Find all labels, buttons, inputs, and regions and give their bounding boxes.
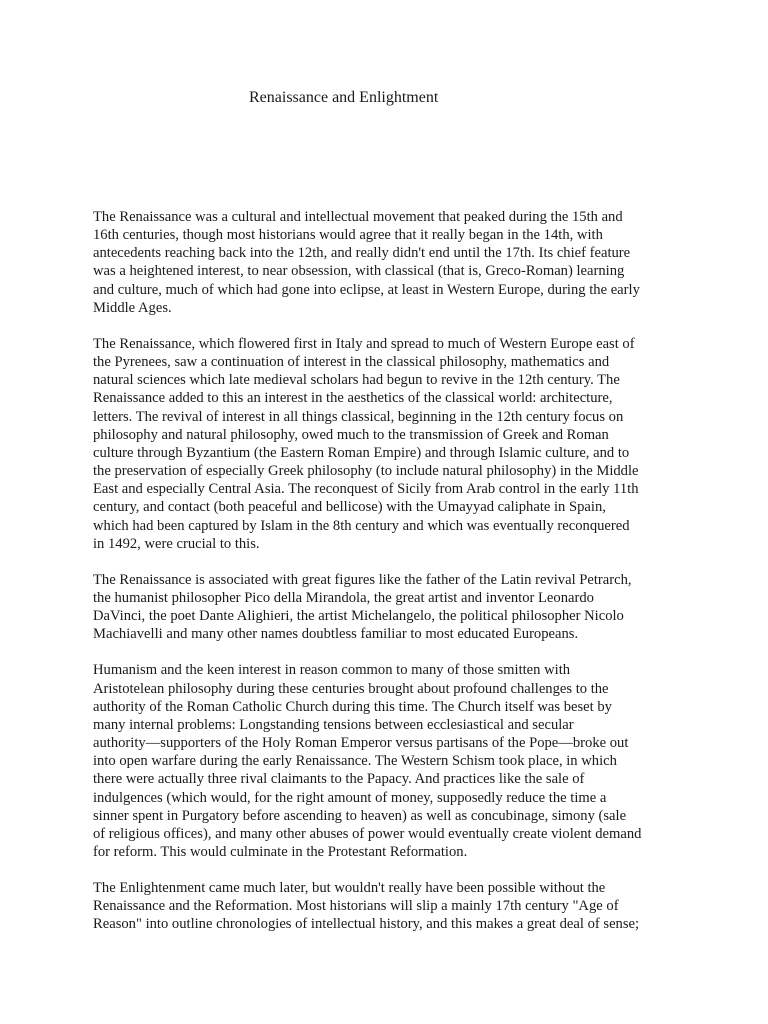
text-line: Reason" into outline chronologies of intellectual history, and this makes a great deal of sense; [93, 916, 640, 933]
text-line: in 1492, were crucial to this. [93, 535, 260, 552]
text-line: DaVinci, the poet Dante Alighieri, the artist Michelangelo, the political philosopher Nicolo [93, 608, 624, 625]
text-line: which had been captured by Islam in the 8th century and which was eventually reconquered [93, 517, 630, 534]
text-line: authority—supporters of the Holy Roman Emperor versus partisans of the Pope—broke out [93, 735, 629, 752]
text-line: of religious offices), and many other abuses of power would eventually create violent demand [93, 825, 642, 842]
text-line: the humanist philosopher Pico della Mirandola, the great artist and inventor Leonardo [93, 589, 594, 606]
paragraph [93, 661, 693, 861]
text-line: 16th centuries, though most historians would agree that it really began in the 14th, with [93, 227, 603, 244]
text-line: The Renaissance was a cultural and intellectual movement that peaked during the 15th and [93, 209, 623, 225]
text-line: Renaissance and the Reformation. Most historians will slip a mainly 17th century "Age of [93, 898, 619, 915]
text-line: century, and contact (both peaceful and bellicose) with the Umayyad caliphate in Spain, [93, 499, 606, 516]
text-line: philosophy and natural philosophy, owed much to the transmission of Greek and Roman [93, 426, 609, 443]
text-line: East and especially Central Asia. The reconquest of Sicily from Arab control in the early 11th [93, 481, 639, 498]
text-line: antecedents reaching back into the 12th, and really didn't end until the 17th. Its chief feature [93, 245, 631, 262]
text-line: Machiavelli and many other names doubtless familiar to most educated Europeans. [93, 626, 579, 643]
paragraph [93, 879, 693, 933]
text-line: Aristotelean philosophy during these centuries brought about profound challenges to the [93, 680, 609, 697]
text-line: was a heightened interest, to near obsession, with classical (that is, Greco-Roman) learning [93, 263, 625, 280]
text-line: and culture, much of which had gone into eclipse, at least in Western Europe, during the early [93, 281, 640, 298]
paragraph [93, 335, 693, 553]
text-line: sinner spent in Purgatory before ascending to heaven) as well as concubinage, simony (sale [93, 807, 627, 824]
text-line: The Enlightenment came much later, but wouldn't really have been possible without the [93, 880, 606, 897]
text-line: natural sciences which late medieval scholars had begun to revive in the 12th century. The [93, 372, 620, 389]
text-line: the Pyrenees, saw a continuation of interest in the classical philosophy, mathematics and [93, 354, 610, 371]
text-line: The Renaissance, which flowered first in Italy and spread to much of Western Europe east of [93, 335, 635, 352]
text-line: indulgences (which would, for the right amount of money, supposedly reduce the time a [93, 789, 607, 806]
text-line: there were actually three rival claimants to the Papacy. And practices like the sale of [93, 771, 585, 788]
text-line: Humanism and the keen interest in reason common to many of those smitten with [93, 662, 571, 679]
document-title: Renaissance and Enlightment [249, 89, 439, 106]
text-line: authority of the Roman Catholic Church during this time. The Church itself was beset by [93, 698, 612, 715]
text-line: Middle Ages. [93, 299, 172, 316]
text-line: the preservation of especially Greek philosophy (to include natural philosophy) in the Middle [93, 463, 639, 480]
text-line: The Renaissance is associated with great figures like the father of the Latin revival Petrarch, [93, 571, 632, 588]
text-line: into open warfare during the early Renaissance. The Western Schism took place, in which [93, 753, 617, 770]
text-line: many internal problems: Longstanding tensions between ecclesiastical and secular [93, 716, 574, 733]
text-line: culture through Byzantium (the Eastern Roman Empire) and through Islamic culture, and to [93, 444, 630, 461]
text-line: Renaissance added to this an interest in the aesthetics of the classical world: architecture, [93, 390, 613, 407]
text-line: letters. The revival of interest in all things classical, beginning in the 12th century focus on [93, 408, 624, 425]
document-body [93, 208, 693, 952]
paragraph [93, 208, 693, 317]
text-line: for reform. This would culminate in the Protestant Reformation. [93, 844, 468, 860]
paragraph [93, 571, 693, 644]
